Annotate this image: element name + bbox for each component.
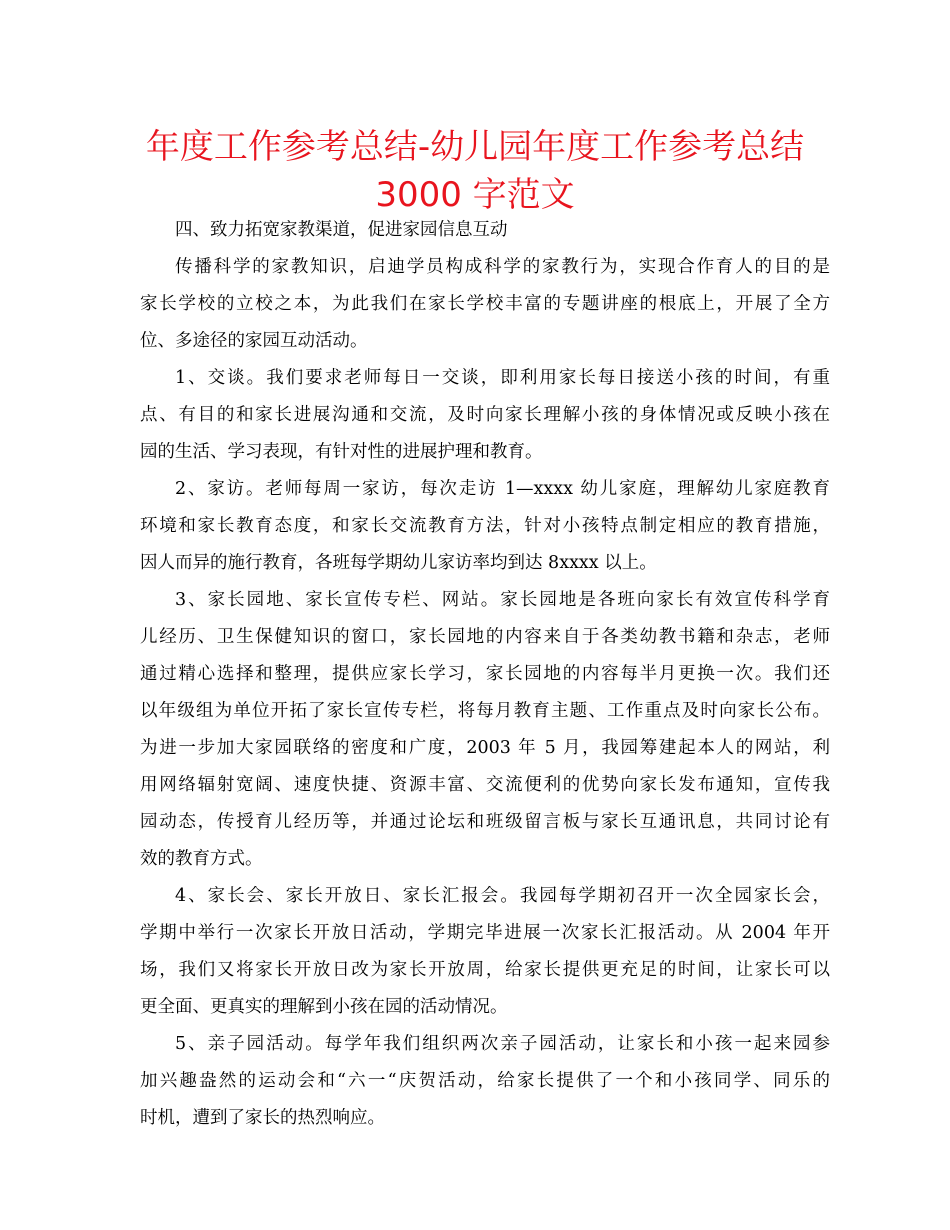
text-line: 3、家长园地、家长宣传专栏、网站。家长园地是各班向家长有效宣传科学育 <box>175 590 830 610</box>
paragraph <box>140 878 830 1026</box>
text-line: 4、家长会、家长开放日、家长汇报会。我园每学期初召开一次全园家长会， <box>175 886 830 906</box>
paragraph <box>140 471 830 582</box>
text-line: 点、有目的和家长进展沟通和交流，及时向家长理解小孩的身体情况或反映小孩在 <box>140 405 830 425</box>
paragraph <box>140 249 830 360</box>
text-line: 场，我们又将家长开放日改为家长开放周，给家长提供更充足的时间，让家长可以 <box>140 960 830 980</box>
text-line: 效的教育方式。 <box>140 849 263 869</box>
text-line: 园的生活、学习表现，有针对性的进展护理和教育。 <box>140 442 543 462</box>
text-line: 儿经历、卫生保健知识的窗口，家长园地的内容来自于各类幼教书籍和杂志，老师 <box>140 627 830 647</box>
text-line: 2、家访。老师每周一家访，每次走访 1—xxxx 幼儿家庭，理解幼儿家庭教育 <box>175 479 830 499</box>
text-line: 时机，遭到了家长的热烈响应。 <box>140 1108 385 1128</box>
text-line: 以年级组为单位开拓了家长宣传专栏，将每月教育主题、工作重点及时向家长公布。 <box>140 701 830 721</box>
text-line: 家长学校的立校之本，为此我们在家长学校丰富的专题讲座的根底上，开展了全方 <box>140 294 830 314</box>
text-line: 四、致力拓宽家教渠道，促进家园信息互动 <box>175 220 508 240</box>
document-body <box>140 212 830 1137</box>
text-line: 1、交谈。我们要求老师每日一交谈，即利用家长每日接送小孩的时间，有重 <box>175 368 830 388</box>
text-line: 传播科学的家教知识，启迪学员构成科学的家教行为，实现合作育人的目的是 <box>175 257 830 277</box>
document-title-line-1: 年度工作参考总结-幼儿园年度工作参考总结 <box>145 127 805 167</box>
text-line: 环境和家长教育态度，和家长交流教育方法，针对小孩特点制定相应的教育措施， <box>140 516 830 536</box>
text-line: 因人而异的施行教育，各班每学期幼儿家访率均到达 8xxxx 以上。 <box>140 553 657 573</box>
paragraph <box>140 582 830 878</box>
text-line: 通过精心选择和整理，提供应家长学习，家长园地的内容每半月更换一次。我们还 <box>140 664 830 684</box>
text-line: 用网络辐射宽阔、速度快捷、资源丰富、交流便利的优势向家长发布通知，宣传我 <box>140 775 830 795</box>
text-line: 位、多途径的家园互动活动。 <box>140 331 368 351</box>
paragraph-heading <box>140 212 830 249</box>
text-line: 更全面、更真实的理解到小孩在园的活动情况。 <box>140 997 508 1017</box>
paragraph <box>140 360 830 471</box>
text-line: 5、亲子园活动。每学年我们组织两次亲子园活动，让家长和小孩一起来园参 <box>175 1034 830 1054</box>
text-line: 园动态，传授育儿经历等，并通过论坛和班级留言板与家长互通讯息，共同讨论有 <box>140 812 830 832</box>
text-line: 为进一步加大家园联络的密度和广度，2003 年 5 月，我园筹建起本人的网站，利 <box>140 738 830 758</box>
text-line: 学期中举行一次家长开放日活动，学期完毕进展一次家长汇报活动。从 2004 年开 <box>140 923 830 943</box>
document-title-line-2: 3000 字范文 <box>375 175 575 215</box>
paragraph <box>140 1026 830 1137</box>
text-line: 加兴趣盎然的运动会和“六一“庆贺活动，给家长提供了一个和小孩同学、同乐的 <box>140 1071 830 1091</box>
